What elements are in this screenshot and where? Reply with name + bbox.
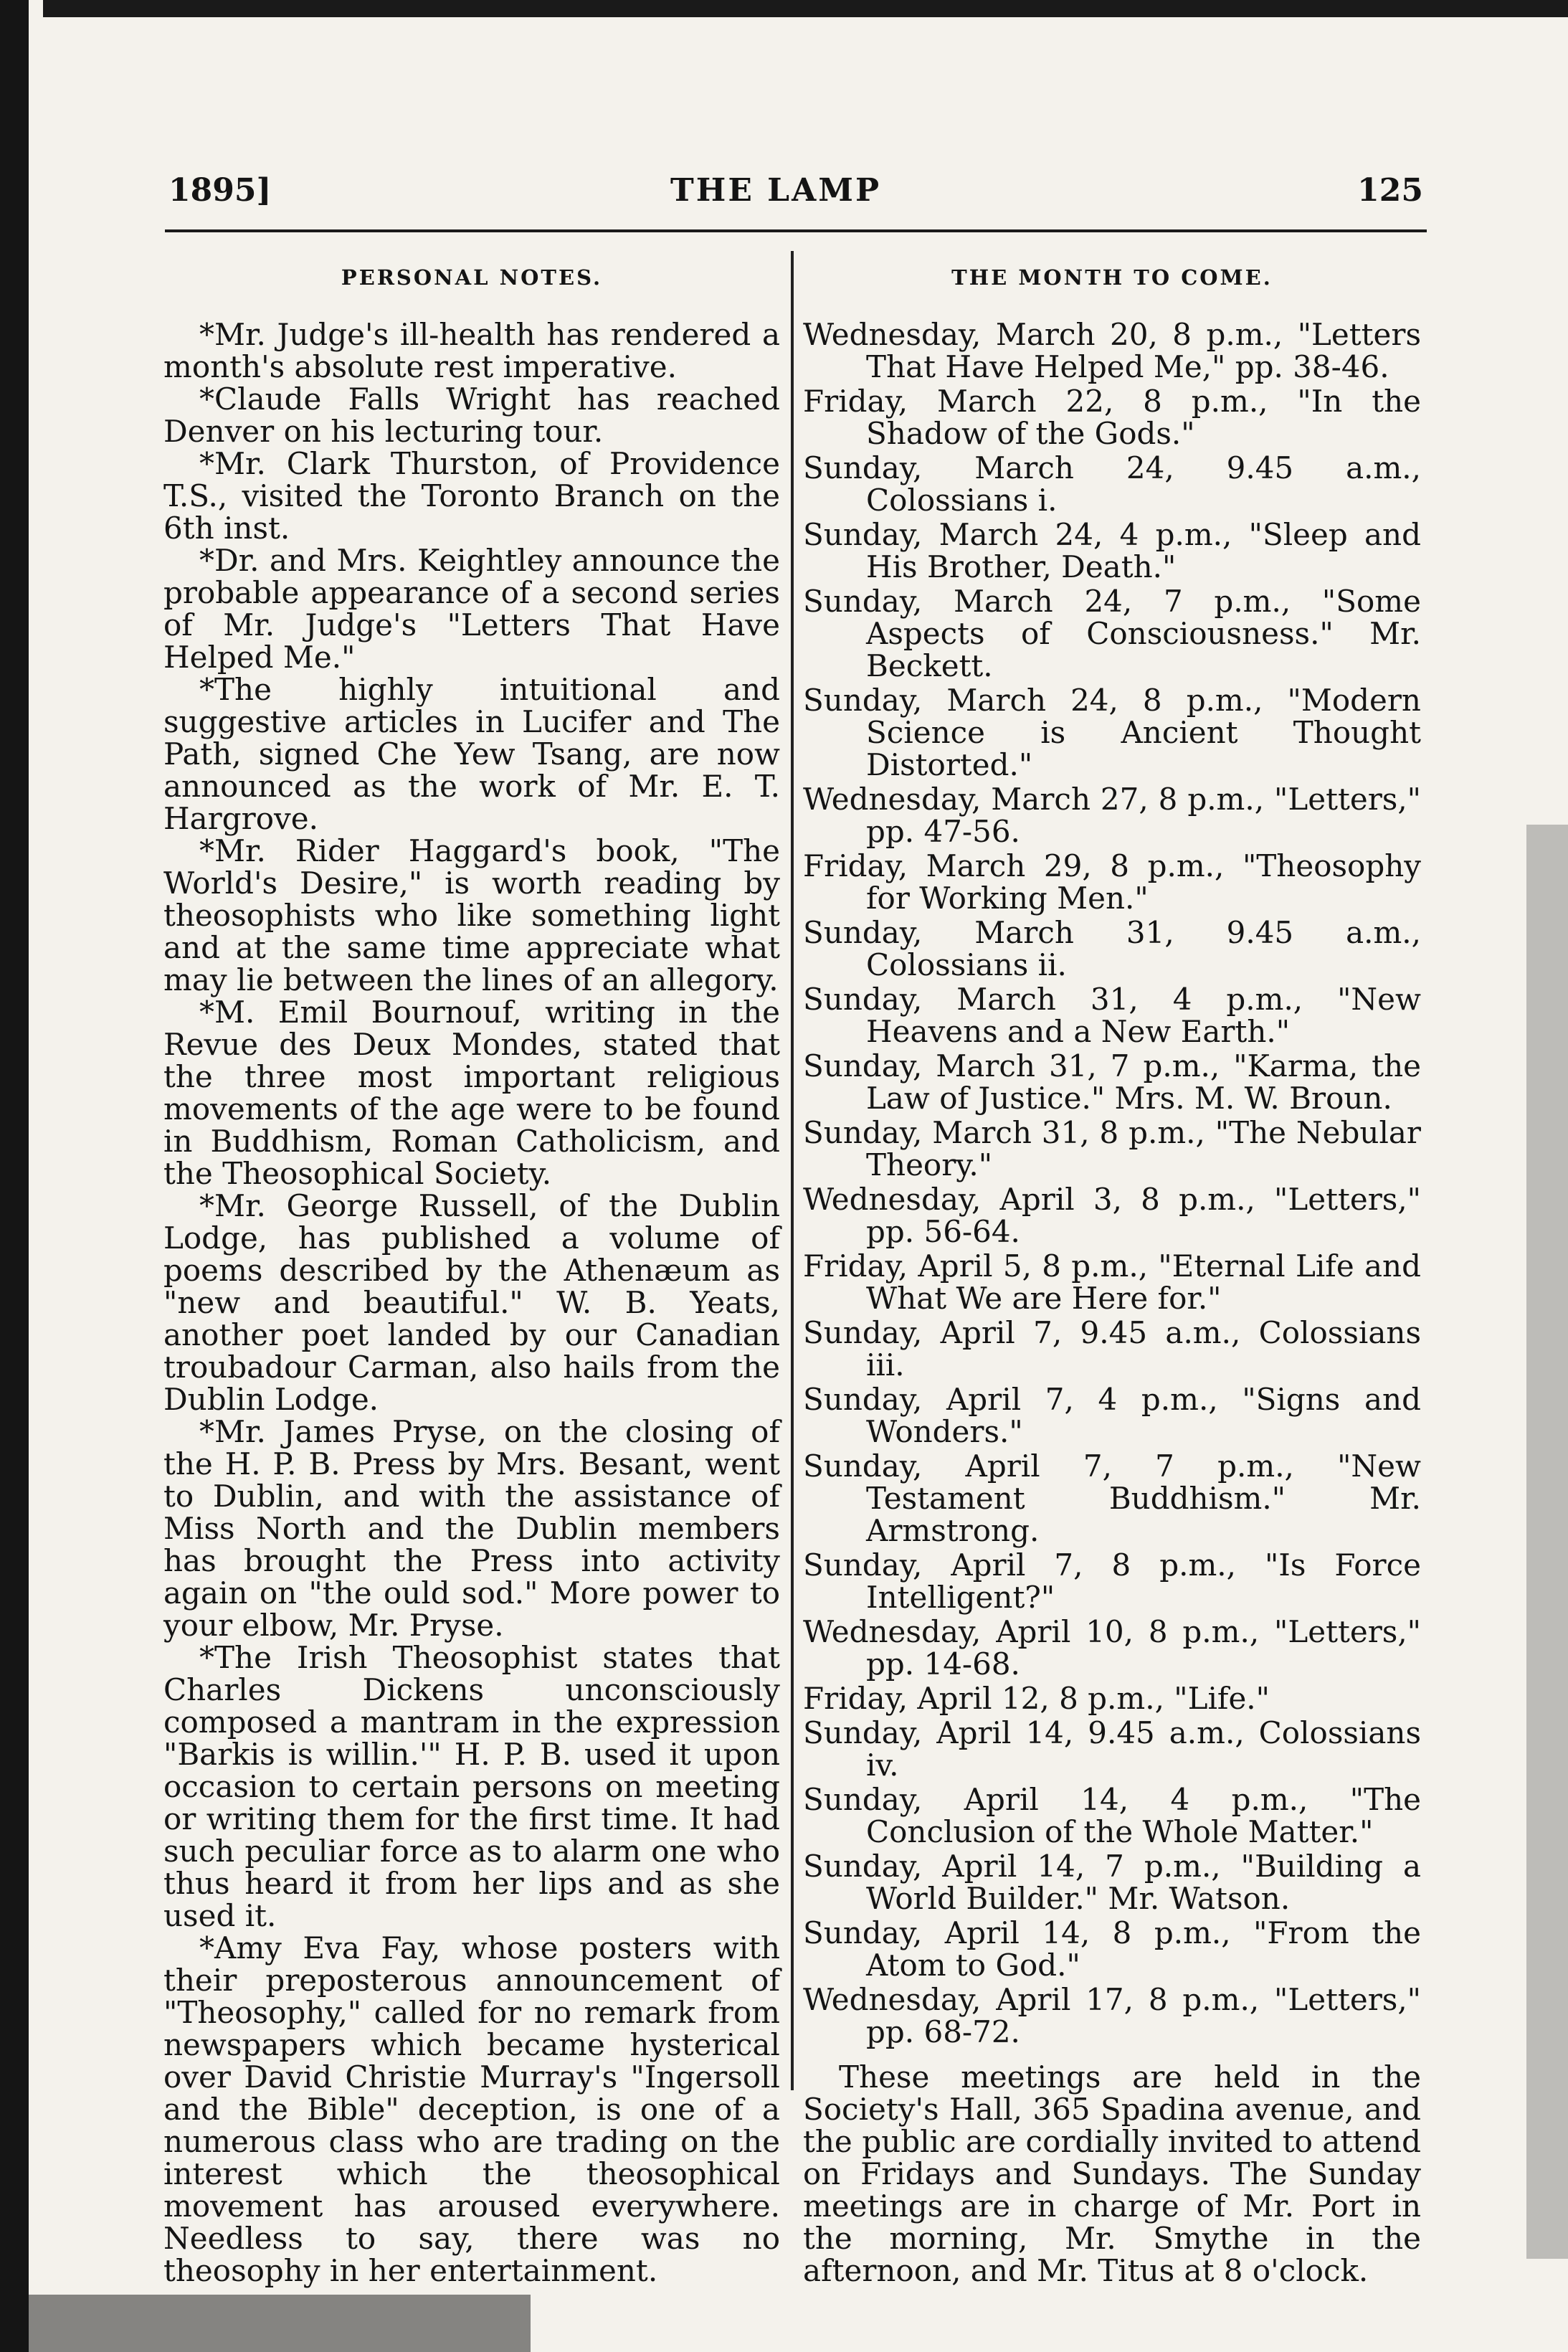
event-entry: Sunday, March 24, 9.45 a.m., Colossians i. (803, 450, 1421, 518)
column-rule (791, 251, 794, 2090)
event-entry: Sunday, March 31, 9.45 a.m., Colossians ii. (803, 915, 1421, 982)
header-year: 1895] (168, 172, 272, 209)
event-entry: Friday, March 22, 8 p.m., "In the Shadow of the Gods." (803, 384, 1421, 451)
event-entry: Sunday, March 24, 4 p.m., "Sleep and His Brother, Death." (803, 517, 1421, 584)
header-rule (165, 229, 1427, 232)
personal-notes-column (163, 258, 780, 2287)
event-entry: Sunday, April 7, 7 p.m., "New Testament Buddhism." Mr. Armstrong. (803, 1448, 1421, 1548)
month-to-come-column (803, 258, 1421, 2287)
event-entry: Sunday, March 31, 7 p.m., "Karma, the Law of Justice." Mrs. M. W. Broun. (803, 1048, 1421, 1116)
note-paragraph: *M. Emil Bournouf, writing in the Revue des Deux Mondes, stated that the three most important religious movements of the age were to be found in Buddhism, Roman Catholicism, and the Theosophical Society. (163, 995, 780, 1191)
page-number: 125 (1357, 172, 1423, 209)
event-entry: Friday, April 5, 8 p.m., "Eternal Life and What We are Here for." (803, 1248, 1421, 1316)
scan-bottom-smudge (29, 2295, 531, 2352)
event-entry: Friday, April 12, 8 p.m., "Life." (803, 1681, 1270, 1716)
note-paragraph: *Mr. James Pryse, on the closing of the H. P. B. Press by Mrs. Besant, went to Dublin, and with the assistance of Miss North and the Dublin members has brought the Press into activity again on "the ould sod." More power to your elbow, Mr. Pryse. (163, 1414, 780, 1643)
note-paragraph: *Amy Eva Fay, whose posters with their preposterous announcement of "Theosophy," called for no remark from newspapers which became hysterical over David Christie Murray's "Ingersoll and the Bible" deception, is one of a numerous class who are trading on the interest which the theosophical movement has aroused everywhere. Needless to say, there was no theosophy in her entertainment. (163, 1930, 780, 2288)
event-entry: Sunday, April 7, 4 p.m., "Signs and Wonders." (803, 1382, 1421, 1449)
month-to-come-heading: THE MONTH TO COME. (951, 265, 1273, 290)
event-entry: Sunday, March 31, 8 p.m., "The Nebular Theory." (803, 1115, 1421, 1182)
note-paragraph: *Mr. George Russell, of the Dublin Lodge, has published a volume of poems described by the Athenæum as "new and beautiful." W. B. Yeats, another poet landed by our Canadian troubadour Carman, also hails from the Dublin Lodge. (163, 1188, 780, 1417)
scan-top-strip (43, 0, 1568, 17)
meetings-footer: These meetings are held in the Society's Hall, 365 Spadina avenue, and the public are cordially invited to attend on Fridays and Sundays. The Sunday meetings are in charge of Mr. Port in the morning, Mr. Smythe in the afternoon, and Mr. Titus at 8 o'clock. (803, 2059, 1421, 2288)
note-paragraph: *Mr. Rider Haggard's book, "The World's Desire," is worth reading by theosophists who like something light and at the same time appreciate what may lie between the lines of an allegory. (163, 833, 780, 997)
event-entry: Sunday, April 14, 9.45 a.m., Colossians iv. (803, 1715, 1421, 1783)
event-entry: Wednesday, April 10, 8 p.m., "Letters," pp. 14-68. (803, 1614, 1421, 1682)
note-paragraph: *Mr. Judge's ill-health has rendered a month's absolute rest imperative. (163, 317, 780, 384)
personal-notes-heading: PERSONAL NOTES. (341, 265, 603, 290)
event-entry: Wednesday, March 20, 8 p.m., "Letters That Have Helped Me," pp. 38-46. (803, 317, 1421, 384)
event-entry: Sunday, April 14, 4 p.m., "The Conclusion of the Whole Matter." (803, 1782, 1421, 1849)
note-paragraph: *The highly intuitional and suggestive articles in Lucifer and The Path, signed Che Yew Tsang, are now announced as the work of Mr. E. T. Hargrove. (163, 672, 780, 836)
event-entry: Sunday, April 14, 7 p.m., "Building a World Builder." Mr. Watson. (803, 1849, 1421, 1916)
event-entry: Wednesday, April 17, 8 p.m., "Letters," pp. 68-72. (803, 1982, 1421, 2049)
event-entry: Friday, March 29, 8 p.m., "Theosophy for Working Men." (803, 848, 1421, 916)
note-paragraph: *Dr. and Mrs. Keightley announce the probable appearance of a second series of Mr. Judge's "Letters That Have Helped Me." (163, 543, 780, 675)
header-title: THE LAMP (670, 172, 882, 209)
event-entry: Sunday, March 31, 4 p.m., "New Heavens and a New Earth." (803, 982, 1421, 1049)
note-paragraph: *Mr. Clark Thurston, of Providence T.S., visited the Toronto Branch on the 6th inst. (163, 446, 780, 546)
event-entry: Sunday, March 24, 7 p.m., "Some Aspects of Consciousness." Mr. Beckett. (803, 584, 1421, 683)
scan-left-edge (0, 0, 29, 2352)
event-entry: Wednesday, April 3, 8 p.m., "Letters," pp. 56-64. (803, 1182, 1421, 1249)
event-entry: Sunday, April 14, 8 p.m., "From the Atom to God." (803, 1915, 1421, 1983)
event-entry: Wednesday, March 27, 8 p.m., "Letters," pp. 47-56. (803, 782, 1421, 849)
note-paragraph: *Claude Falls Wright has reached Denver on his lecturing tour. (163, 381, 780, 449)
note-paragraph: *The Irish Theosophist states that Charles Dickens unconsciously composed a mantram in the expression "Barkis is willin.'" H. P. B. used it upon occasion to certain persons on meeting or writing them for the first time. It had such peculiar force as to alarm one who thus heard it from her lips and as she used it. (163, 1640, 780, 1933)
event-entry: Sunday, April 7, 8 p.m., "Is Force Intelligent?" (803, 1547, 1421, 1615)
scan-right-edge (1526, 825, 1568, 2259)
event-entry: Sunday, April 7, 9.45 a.m., Colossians iii. (803, 1315, 1421, 1383)
running-head (168, 172, 1423, 222)
event-entry: Sunday, March 24, 8 p.m., "Modern Science is Ancient Thought Distorted." (803, 683, 1421, 782)
